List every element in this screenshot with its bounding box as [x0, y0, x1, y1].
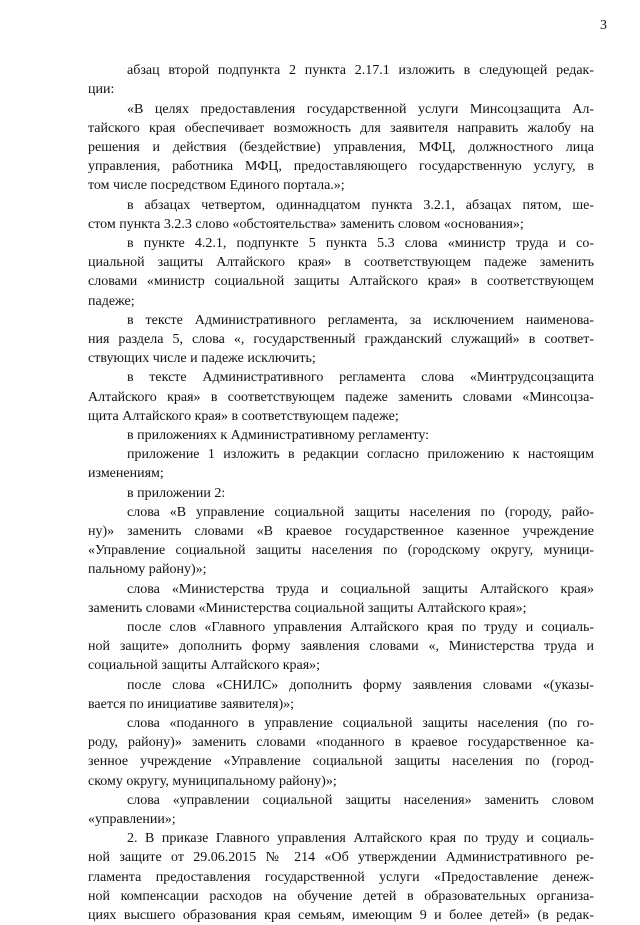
- text-line: тайского края обеспечивает возможность для заявителя направить жалобу на: [88, 121, 594, 136]
- text-line: том числе посредством Единого портала.»;: [88, 178, 345, 193]
- text-line: решения и действия (бездействие) управления, МФЦ, должностного лица: [88, 140, 594, 155]
- text-line: роду, району)» заменить словами «поданного в краевое государственное ка-: [88, 735, 594, 750]
- text-line: социальной защиты Алтайского края»;: [88, 658, 321, 673]
- text-line: в абзацах четвертом, одиннадцатом пункта 3.2.1, абзацах пятом, ше-: [127, 198, 594, 213]
- text-line: абзац второй подпункта 2 пункта 2.17.1 изложить в следующей редак-: [127, 63, 594, 78]
- text-line: циях высшего образования края семьям, имеющим 9 и более детей» (в редак-: [88, 908, 594, 923]
- text-line: управления, работника МФЦ, предоставляющего государственную услугу, в: [88, 159, 594, 174]
- text-line: в приложениях к Административному регламенту:: [127, 428, 430, 443]
- text-line: Алтайского края» в соответствующем падеже заменить словами «Минсоцза-: [88, 390, 594, 405]
- text-line: ной защите от 29.06.2015 № 214 «Об утверждении Административного ре-: [88, 850, 594, 865]
- text-line: заменить словами «Министерства социальной защиты Алтайского края»;: [88, 601, 527, 616]
- text-line: пальному району)»;: [88, 562, 207, 577]
- text-line: «Управление социальной защиты населения по (городскому округу, муници-: [88, 543, 594, 558]
- text-line: в тексте Административного регламента слова «Минтрудсоцзащита: [127, 370, 594, 385]
- text-line: слова «Министерства труда и социальной защиты Алтайского края»: [127, 582, 594, 597]
- text-line: падеже;: [88, 294, 135, 309]
- text-line: 2. В приказе Главного управления Алтайского края по труду и социаль-: [127, 831, 594, 846]
- text-line: скому округу, муниципальному району)»;: [88, 774, 337, 789]
- text-line: в приложении 2:: [127, 486, 226, 501]
- text-line: в тексте Административного регламента, за исключением наименова-: [127, 313, 594, 328]
- text-line: ствующих числе и падеже исключить;: [88, 351, 316, 366]
- text-line: ния раздела 5, слова «, государственный гражданский служащий» в соответ-: [88, 332, 594, 347]
- text-line: слова «поданного в управление социальной защиты населения (по го-: [127, 716, 594, 731]
- text-line: гламента предоставления государственной услуги «Предоставление денеж-: [88, 870, 594, 885]
- text-line: зенное учреждение «Управление социальной защиты населения по (город-: [88, 754, 594, 769]
- text-line: после слов «Главного управления Алтайского края по труду и социаль-: [127, 620, 594, 635]
- text-line: ной защите» дополнить форму заявления словами «, Министерства труда и: [88, 639, 594, 654]
- text-line: «В целях предоставления государственной услуги Минсоцзащита Ал-: [127, 102, 594, 117]
- text-line: щита Алтайского края» в соответствующем падеже;: [88, 409, 399, 424]
- text-line: после слова «СНИЛС» дополнить форму заявления словами «(указы-: [127, 678, 594, 693]
- text-line: «управлении»;: [88, 812, 176, 827]
- text-line: изменениям;: [88, 466, 164, 481]
- text-line: вается по инициативе заявителя)»;: [88, 697, 295, 712]
- text-line: в пункте 4.2.1, подпункте 5 пункта 5.3 слова «министр труда и со-: [127, 236, 594, 251]
- text-line: приложение 1 изложить в редакции согласно приложению к настоящим: [127, 447, 594, 462]
- text-line: словами «министр социальной защиты Алтайского края» в соответствующем: [88, 274, 594, 289]
- text-line: циальной защиты Алтайского края» в соответствующем падеже заменить: [88, 255, 594, 270]
- text-line: ну)» заменить словами «В краевое государственное казенное учреждение: [88, 524, 594, 539]
- text-line: слова «управлении социальной защиты населения» заменить словом: [127, 793, 594, 808]
- page-number: 3: [600, 18, 607, 33]
- text-line: ции:: [88, 82, 115, 97]
- text-line: стом пункта 3.2.3 слово «обстоятельства» заменить словом «основания»;: [88, 217, 524, 232]
- text-line: слова «В управление социальной защиты населения по (городу, райо-: [127, 505, 594, 520]
- text-line: ной компенсации расходов на обучение детей в образовательных организа-: [88, 889, 594, 904]
